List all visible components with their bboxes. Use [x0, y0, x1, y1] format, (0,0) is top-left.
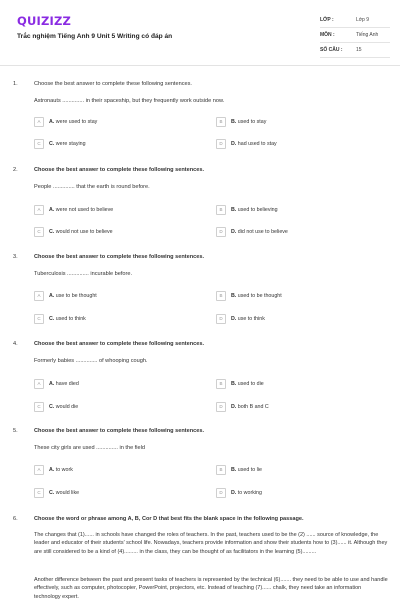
meta-value: Tiếng Anh	[356, 32, 379, 38]
question-sentence: People .............. that the earth is round before.	[34, 184, 150, 190]
option-letter-box: A	[34, 205, 44, 215]
option-text: used to stay	[237, 119, 267, 125]
option-text: did not use to believe	[237, 229, 288, 235]
option-letter-box: C	[34, 402, 44, 412]
option-letter-box: C	[34, 488, 44, 498]
option-text: were used to stay	[55, 119, 98, 125]
question-number: 2.	[13, 167, 18, 173]
option-text: used to lie	[237, 467, 262, 473]
quizizz-logo: QUIZIZZ	[17, 14, 72, 28]
question-number: 1.	[13, 81, 18, 87]
question-prompt: Choose the word or phrase among A, B, Cor D that best fits the blank space in the following passage.	[34, 516, 304, 522]
option-letter-box: B	[216, 379, 226, 389]
option-letter-box: A	[34, 379, 44, 389]
question-prompt: Choose the best answer to complete these following sentences.	[34, 254, 205, 260]
option-text: used to believing	[237, 207, 278, 213]
meta-row-subject	[320, 28, 390, 43]
option-letter-box: B	[216, 465, 226, 475]
option-text: had used to stay	[237, 141, 277, 147]
question-number: 4.	[13, 341, 18, 347]
option-text: use to think	[237, 316, 265, 322]
option-letter-box: C	[34, 227, 44, 237]
option-text: to work	[55, 467, 73, 473]
question-prompt: Choose the best answer to complete these following sentences.	[34, 341, 205, 347]
option-text: would like	[55, 490, 80, 496]
passage-paragraph-2: Another difference between the past and present tasks of teachers is represented by the technical (6)....... they need to be able to use and handle effectively, such as computer, photocopier, PowerPoint, projectors, etc. Instead of teaching (7)...... chalk, they need take an information technology expert.	[34, 577, 388, 600]
passage-paragraph-1: The changes that (1)...... in schools have changed the roles of teachers. In the past, teachers used to be the (2) ...... source of knowledge, the leader and educator of their students' school life. Nowadays, teachers provide information and show their students how to (3)...... it. Although they are still considered to be a kind of (4)......... in the class, they can be thought of as facilitators in the learning (5).........	[34, 532, 388, 555]
option-letter-box: D	[216, 314, 226, 324]
option-letter-box: C	[34, 139, 44, 149]
meta-row-count	[320, 43, 390, 58]
question-number: 6.	[13, 516, 18, 522]
option-text: would not use to believe	[55, 229, 113, 235]
option-letter-box: D	[216, 402, 226, 412]
option-text: used to be thought	[237, 293, 282, 299]
meta-row-class	[320, 13, 390, 28]
option-letter-box: A	[34, 465, 44, 475]
option-text: to working	[237, 490, 262, 496]
option-letter-box: C	[34, 314, 44, 324]
option-text: used to die	[237, 381, 264, 387]
question-number: 5.	[13, 428, 18, 434]
option-letter-box: A	[34, 117, 44, 127]
option-letter-box: D	[216, 227, 226, 237]
meta-key: MÔN :	[320, 32, 335, 38]
option-letter-box: D	[216, 488, 226, 498]
option-letter-box: B	[216, 117, 226, 127]
option-letter-box: B	[216, 291, 226, 301]
meta-value: 15	[356, 47, 362, 53]
option-text: were not used to believe	[55, 207, 114, 213]
meta-value: Lớp 9	[356, 17, 370, 23]
question-prompt: Choose the best answer to complete these following sentences.	[34, 167, 205, 173]
option-text: used to think	[55, 316, 86, 322]
question-prompt: Choose the best answer to complete these following sentences.	[34, 81, 192, 87]
meta-key: SỐ CÂU :	[320, 47, 343, 53]
meta-key: LỚP :	[320, 17, 334, 23]
option-text: use to be thought	[55, 293, 97, 299]
option-letter-box: A	[34, 291, 44, 301]
option-text: have died	[55, 381, 79, 387]
question-prompt: Choose the best answer to complete these following sentences.	[34, 428, 205, 434]
option-text: would die	[55, 404, 79, 410]
option-letter-box: D	[216, 139, 226, 149]
question-sentence: Astronauts .............. in their spaceship, but they frequently work outside now.	[34, 98, 225, 104]
option-text: both B and C	[237, 404, 269, 410]
document-title: Trắc nghiệm Tiếng Anh 9 Unit 5 Writing có đáp án	[17, 33, 173, 40]
option-letter-box: B	[216, 205, 226, 215]
page-header	[0, 0, 400, 66]
question-sentence: These city girls are used .............. in the field	[34, 445, 145, 451]
question-number: 3.	[13, 254, 18, 260]
question-sentence: Tuberculosis .............. incurable before.	[34, 271, 133, 277]
meta-table	[320, 13, 390, 58]
question-sentence: Formerly babies .............. of whooping cough.	[34, 358, 148, 364]
option-text: were staying	[55, 141, 86, 147]
